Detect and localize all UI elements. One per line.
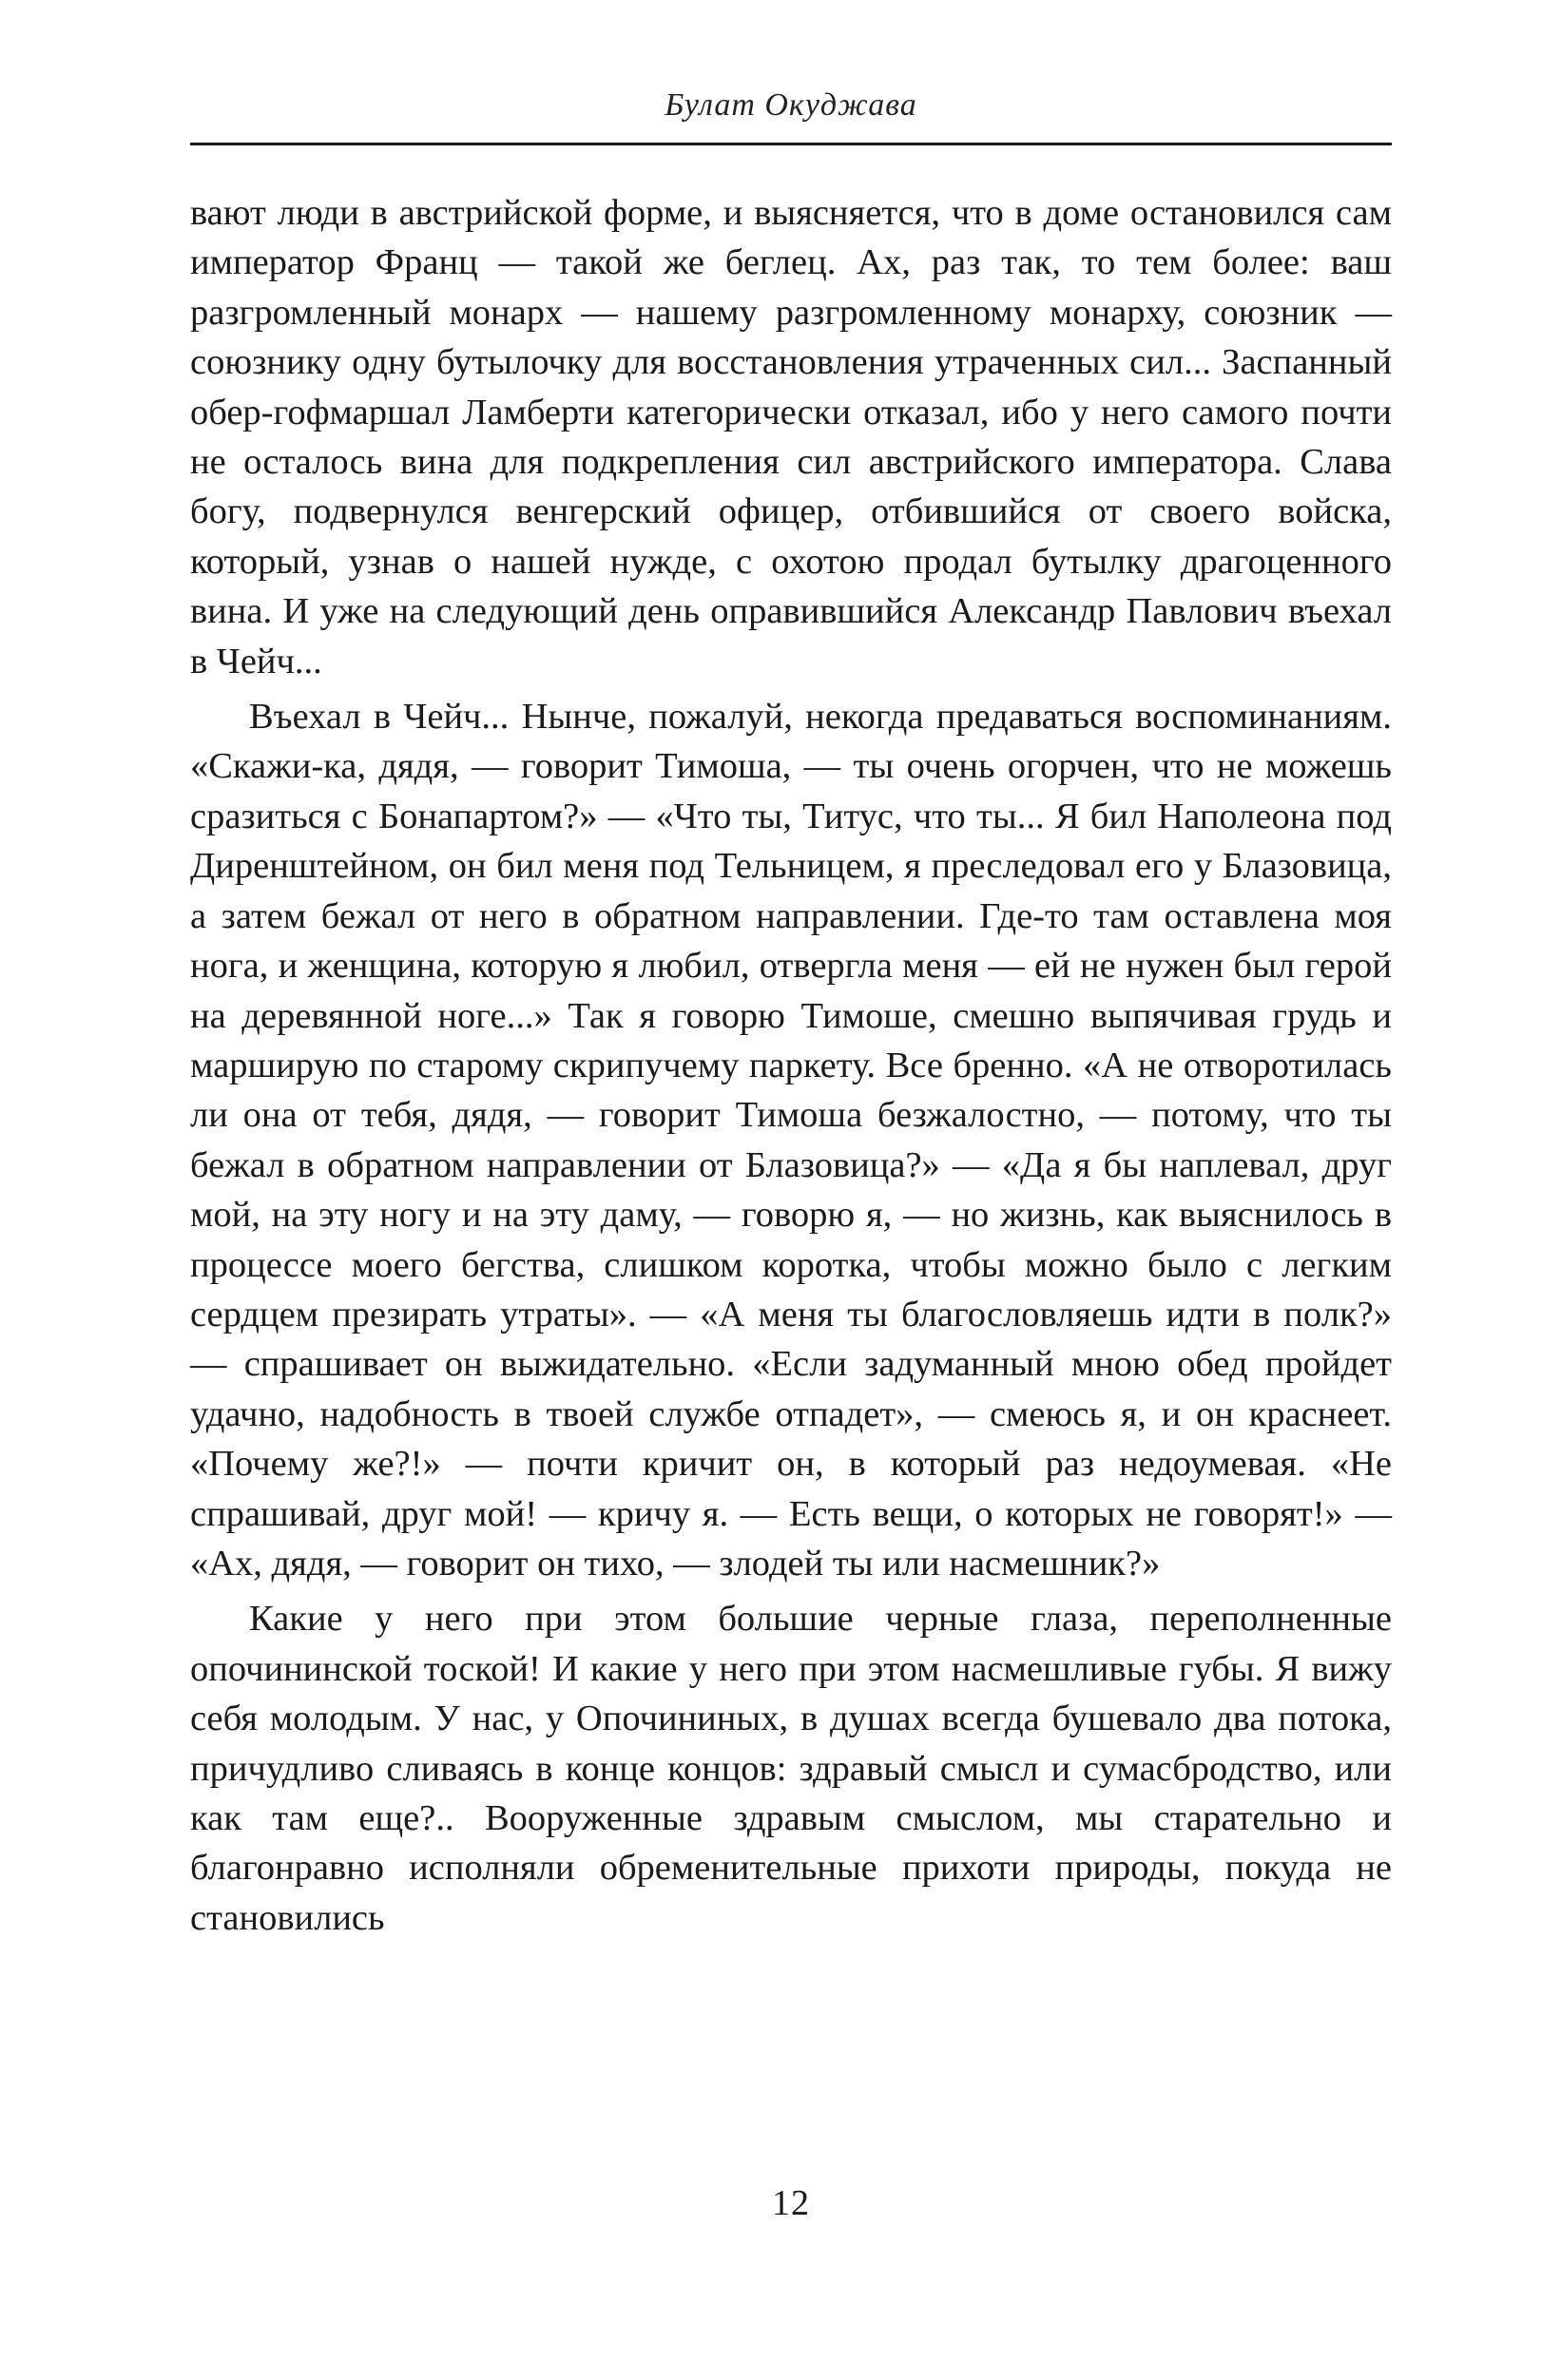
page-number: 12 [772, 2183, 810, 2223]
page-body-text [190, 188, 1392, 1943]
header-rule [190, 143, 1392, 145]
running-head-author: Булат Окуджава [665, 87, 917, 123]
paragraph-continuation: вают люди в австрийской форме, и выясняется, что в доме остановился сам император Франц — такой же беглец. Ах, раз так, то тем более: ваш разгромленный монарх — нашему разгромленному монарху, союзник — союзнику одну бутылочку для восстановления утраченных сил... Заспанный обер-гофмаршал Ламберти категорически отказал, ибо у него самого почти не осталось вина для подкрепления сил австрийского императора. Слава богу, подвернулся венгерский офицер, отбившийся от своего войска, который, узнав о нашей нужде, с охотою продал бутылку драгоценного вина. И уже на следующий день оправившийся Александр Павлович въехал в Чейч... [190, 193, 1392, 681]
paragraph: Какие у него при этом большие черные глаза, переполненные опочининской тоской! И какие у него при этом насмешливые губы. Я вижу себя молодым. У нас, у Опочининых, в душах всегда бушевало два потока, причудливо сливаясь в конце концов: здравый смысл и сумасбродство, или как там еще?.. Вооруженные здравым смыслом, мы старательно и благонравно исполняли обременительные прихоти природы, покуда не становились [190, 1599, 1392, 1938]
paragraph: Въехал в Чейч... Нынче, пожалуй, некогда предаваться воспоминаниям. «Скажи-ка, дядя, — говорит Тимоша, — ты очень огорчен, что не можешь сразиться с Бонапартом?» — «Что ты, Титус, что ты... Я бил Наполеона под Диренштейном, он бил меня под Тельницем, я преследовал его у Блазовица, а затем бежал от него в обратном направлении. Где-то там оставлена моя нога, и женщина, которую я любил, отвергла меня — ей не нужен был герой на деревянной ноге...» Так я говорю Тимоше, смешно выпячивая грудь и марширую по старому скрипучему паркету. Все бренно. «А не отворотилась ли она от тебя, дядя, — говорит Тимоша безжалостно, — потому, что ты бежал в обратном направлении от Блазовица?» — «Да я бы наплевал, друг мой, на эту ногу и на эту даму, — говорю я, — но жизнь, как выяснилось в процессе моего бегства, слишком коротка, чтобы можно было с легким сердцем презирать утраты». — «А меня ты благословляешь идти в полк?» — спрашивает он выжидательно. «Если задуманный мною обед пройдет удачно, надобность в твоей службе отпадет», — смеюсь я, и он краснеет. «Почему же?!» — почти кричит он, в который раз недоумевая. «Не спрашивай, друг мой! — кричу я. — Есть вещи, о которых не говорят!» — «Ах, дядя, — говорит он тихо, — злодей ты или насмешник?» [190, 697, 1392, 1583]
